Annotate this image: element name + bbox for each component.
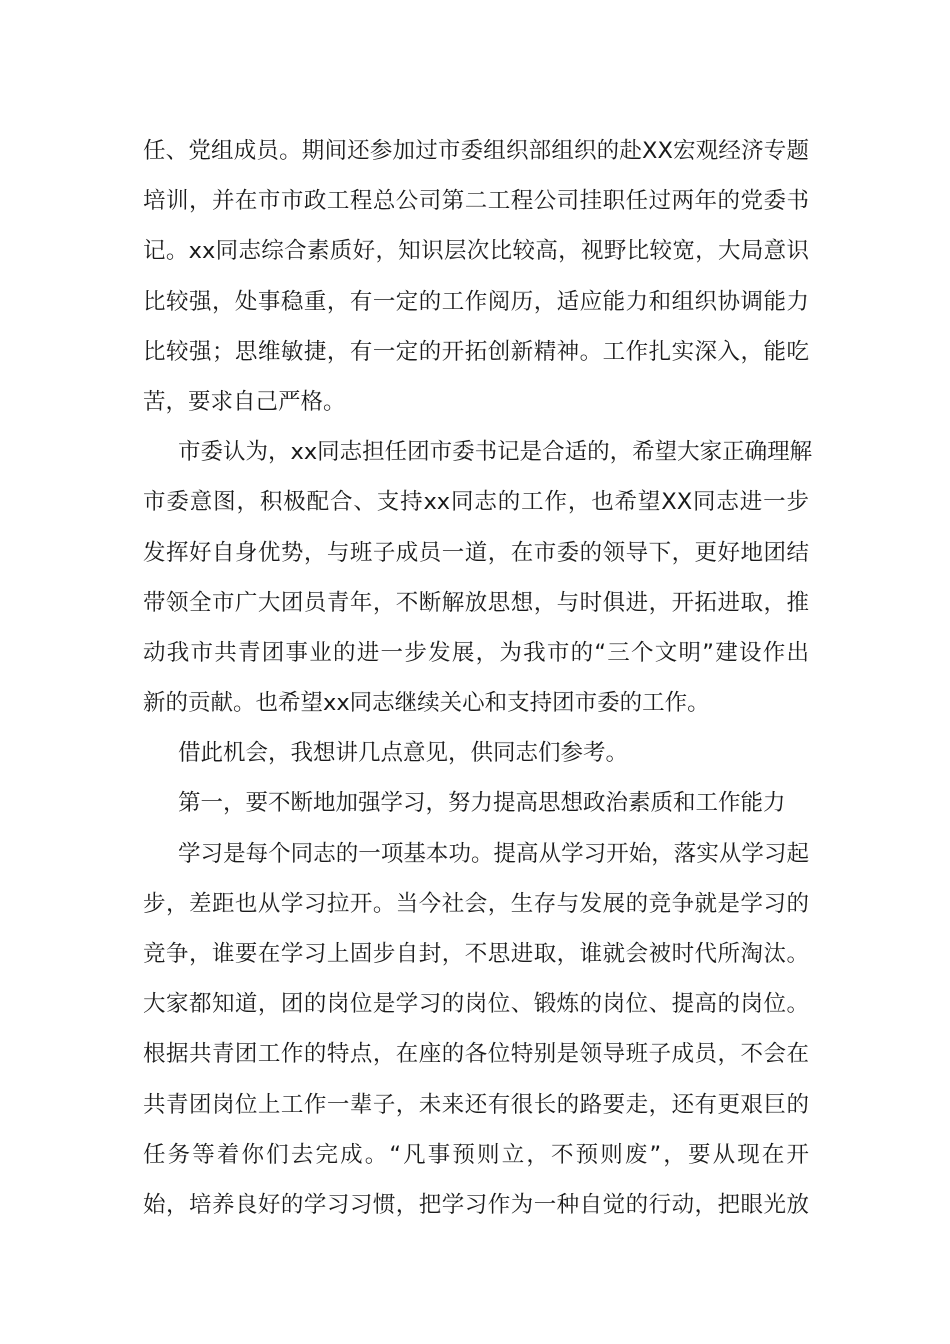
- text-line: 任务等着你们去完成。“凡事预则立，不预则废”，要从现在开: [143, 1141, 809, 1168]
- section-heading: 第一，要不断地加强学习，努力提高思想政治素质和工作能力: [178, 790, 786, 817]
- text-line: 新的贡献。也希望xx同志继续关心和支持团市委的工作。: [143, 690, 710, 717]
- text-line: 苦，要求自己严格。: [143, 388, 346, 415]
- text-line: 市委认为，xx同志担任团市委书记是合适的，希望大家正确理解: [178, 439, 813, 466]
- text-line: 比较强；思维敏捷，有一定的开拓创新精神。工作扎实深入，能吃: [143, 338, 809, 365]
- text-line: 带领全市广大团员青年，不断解放思想，与时俱进，开拓进取，推: [143, 589, 809, 616]
- text-line: 竞争，谁要在学习上固步自封，不思进取，谁就会被时代所淘汰。: [143, 941, 809, 967]
- text-line: 比较强，处事稳重，有一定的工作阅历，适应能力和组织协调能力: [143, 288, 809, 315]
- text-line: 市委意图，积极配合、支持xx同志的工作，也希望XX同志进一步: [143, 489, 809, 516]
- text-line: 动我市共青团事业的进一步发展，为我市的“三个文明”建设作出: [143, 639, 809, 666]
- text-line: 始，培养良好的学习习惯，把学习作为一种自觉的行动，把眼光放: [143, 1191, 809, 1218]
- text-line: 培训，并在市市政工程总公司第二工程公司挂职任过两年的党委书: [143, 188, 809, 215]
- text-line: 根据共青团工作的特点，在座的各位特别是领导班子成员，不会在: [143, 1041, 809, 1068]
- text-line: 任、党组成员。期间还参加过市委组织部组织的赴XX宏观经济专题: [143, 138, 809, 164]
- text-line: 学习是每个同志的一项基本功。提高从学习开始，落实从学习起: [178, 840, 809, 867]
- text-line: 共青团岗位上工作一辈子，未来还有很长的路要走，还有更艰巨的: [143, 1091, 809, 1118]
- text-line: 记。xx同志综合素质好，知识层次比较高，视野比较宽，大局意识: [143, 238, 809, 265]
- body-text: [143, 126, 813, 1230]
- text-line: 发挥好自身优势，与班子成员一道，在市委的领导下，更好地团结: [143, 539, 809, 566]
- text-line: 借此机会，我想讲几点意见，供同志们参考。: [178, 740, 629, 767]
- text-line: 大家都知道，团的岗位是学习的岗位、锻炼的岗位、提高的岗位。: [143, 991, 809, 1018]
- text-line: 步，差距也从学习拉开。当今社会，生存与发展的竞争就是学习的: [143, 890, 809, 917]
